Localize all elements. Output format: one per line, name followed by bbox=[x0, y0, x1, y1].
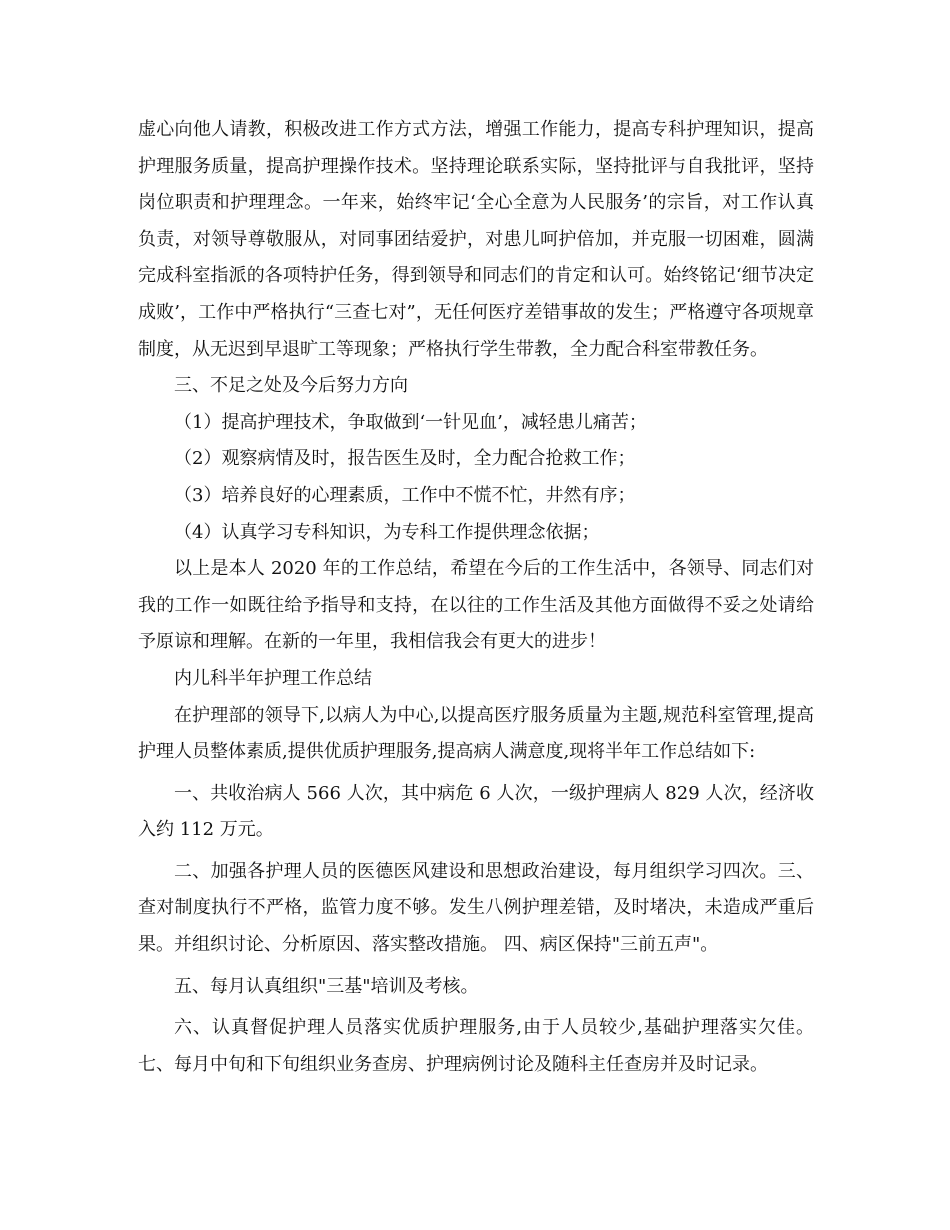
paragraph-work-attitude: 虚心向他人请教，积极改进工作方式方法，增强工作能力，提高专科护理知识，提高护理服务质量，提高护理操作技术。坚持理论联系实际，坚持批评与自我批评，坚持岗位职责和护理理念。一年来，始终牢记‘全心全意为人民服务’的宗旨，对工作认真负责，对领导尊敬服从，对同事团结爱护，对患儿呵护倍加，并克服一切困难，圆满完成科室指派的各项特护任务，得到领导和同志们的肯定和认可。始终铭记‘细节决定成败’，工作中严格执行“三查七对”，无任何医疗差错事故的发生；严格遵守各项规章制度，从无迟到早退旷工等现象；严格执行学生带教，全力配合科室带教任务。 bbox=[138, 119, 814, 360]
list-item: （4）认真学习专科知识，为专科工作提供理念依据； bbox=[174, 521, 600, 543]
paragraph-statistics: 一、共收治病人 566 人次，其中病危 6 人次，一级护理病人 829 人次，经济收入约 112 万元。 bbox=[138, 782, 814, 841]
paragraph-education: 二、加强各护理人员的医德医风建设和思想政治建设，每月组织学习四次。三、查对制度执行不严格，监管力度不够。发生八例护理差错，及时堵决，未造成严重后果。并组织讨论、分析原因、落实整改措施。 四、病区保持"三前五声"。 bbox=[138, 860, 814, 956]
list-item: （1）提高护理技术，争取做到‘一针见血’，减轻患儿痛苦； bbox=[174, 411, 647, 433]
list-item: （2）观察病情及时，报告医生及时，全力配合抢救工作； bbox=[174, 448, 636, 470]
paragraph-conclusion: 以上是本人 2020 年的工作总结，希望在今后的工作生活中，各领导、同志们对我的工作一如既往给予指导和支持，在以往的工作生活及其他方面做得不妥之处请给予原谅和理解。在新的一年里，我相信我会有更大的进步！ bbox=[138, 558, 814, 653]
document-page bbox=[138, 112, 814, 1083]
paragraph-quality-service: 六、认真督促护理人员落实优质护理服务,由于人员较少,基础护理落实欠佳。七、每月中旬和下旬组织业务查房、护理病例讨论及随科主任查房并及时记录。 bbox=[138, 1017, 814, 1075]
document-subtitle: 内儿科半年护理工作总结 bbox=[174, 667, 372, 689]
paragraph-training: 五、每月认真组织"三基"培训及考核。 bbox=[174, 975, 479, 997]
paragraph-intro: 在护理部的领导下,以病人为中心,以提高医疗服务质量为主题,规范科室管理,提高护理人员整体素质,提供优质护理服务,提高病人满意度,现将半年工作总结如下: bbox=[138, 704, 814, 763]
section-heading-shortcomings: 三、不足之处及今后努力方向 bbox=[174, 375, 408, 397]
list-item: （3）培养良好的心理素质，工作中不慌不忙，井然有序； bbox=[174, 484, 636, 506]
